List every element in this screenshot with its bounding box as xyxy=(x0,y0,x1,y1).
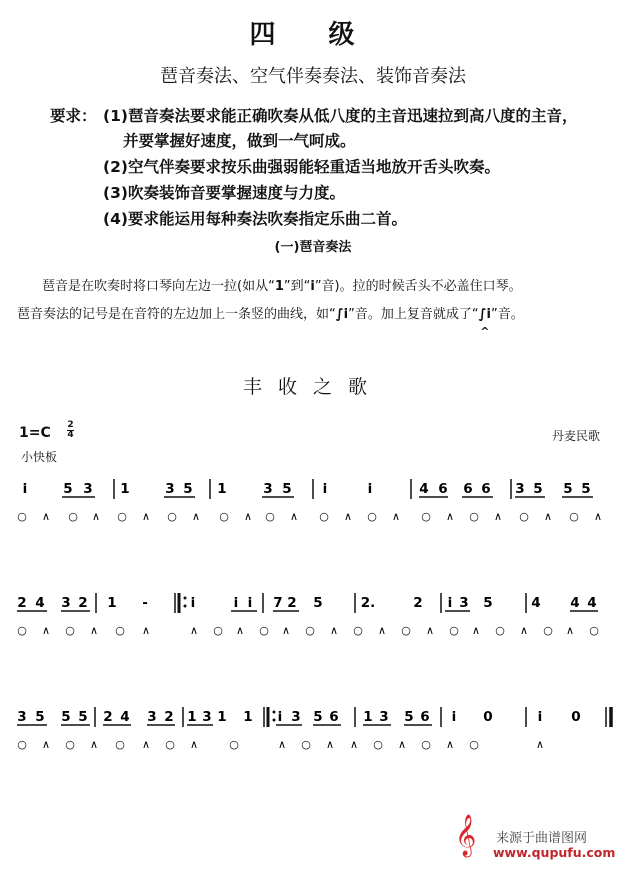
note-3-7: 3 xyxy=(147,709,157,725)
para2-double-note: ∫i xyxy=(478,307,492,322)
note-2-5: 1 xyxy=(107,595,117,611)
accent-mark: ∧ xyxy=(41,738,51,751)
note-2-8: i xyxy=(233,595,239,611)
accent-mark: ∧ xyxy=(141,510,151,523)
note-2-20: 4 xyxy=(587,595,597,611)
note-2-16: 3 xyxy=(459,595,469,611)
para2-text-c: ”音。加上复音就成了“ xyxy=(348,307,479,322)
note-1-4: 1 xyxy=(120,481,130,497)
accent-mark: ∧ xyxy=(235,624,245,637)
blow-mark: ○ xyxy=(305,624,315,637)
blow-mark: ○ xyxy=(68,510,78,523)
accent-mark: ∧ xyxy=(281,624,291,637)
note-2-2: 4 xyxy=(35,595,45,611)
note-3-17: 1 xyxy=(363,709,373,725)
note-3-14: 3 xyxy=(291,709,301,725)
accent-mark: ∧ xyxy=(397,738,407,751)
blow-mark: ○ xyxy=(115,624,125,637)
accent-mark: ∧ xyxy=(519,624,529,637)
blow-mark: ○ xyxy=(469,510,479,523)
accent-mark: ∧ xyxy=(493,510,503,523)
note-3-3: 5 xyxy=(61,709,71,725)
blow-mark: ○ xyxy=(65,738,75,751)
blow-mark: ○ xyxy=(589,624,599,637)
blow-mark: ○ xyxy=(421,738,431,751)
key-signature: 1=C xyxy=(19,425,51,441)
para2-text-e: ”音。 xyxy=(491,307,524,322)
note-3-24: 0 xyxy=(571,709,581,725)
note-1-17: 5 xyxy=(533,481,543,497)
note-3-1: 3 xyxy=(17,709,27,725)
note-3-23: i xyxy=(537,709,543,725)
blow-mark: ○ xyxy=(17,510,27,523)
note-1-14: 6 xyxy=(463,481,473,497)
requirement-item-1-cont: 并要掌握好速度，做到一气呵成。 xyxy=(123,132,356,150)
blow-mark: ○ xyxy=(373,738,383,751)
blow-mark: ○ xyxy=(17,738,27,751)
note-1-18: 5 xyxy=(563,481,573,497)
repeat-dot xyxy=(184,605,187,608)
requirement-item-4: (4)要求能运用每种奏法吹奏指定乐曲二首。 xyxy=(103,210,407,228)
accent-mark: ∧ xyxy=(189,624,199,637)
note-2-13: 2. xyxy=(360,595,376,611)
note-2-11: 2 xyxy=(287,595,297,611)
note-2-17: 5 xyxy=(483,595,493,611)
accent-mark: ∧ xyxy=(543,510,553,523)
blow-mark: ○ xyxy=(17,624,27,637)
repeat-dot xyxy=(273,719,276,722)
note-2-18: 4 xyxy=(531,595,541,611)
blow-mark: ○ xyxy=(213,624,223,637)
note-3-9: 1 xyxy=(187,709,197,725)
watermark-text: 来源于曲谱图网 xyxy=(496,831,588,846)
note-2-1: 2 xyxy=(17,595,27,611)
note-3-20: 6 xyxy=(420,709,430,725)
accent-mark: ∧ xyxy=(289,510,299,523)
accent-mark: ∧ xyxy=(593,510,603,523)
note-1-12: 4 xyxy=(419,481,429,497)
note-1-2: 5 xyxy=(63,481,73,497)
blow-mark: ○ xyxy=(469,738,479,751)
para1-text-c: ”到“ xyxy=(283,279,311,294)
composer-credit: 丹麦民歌 xyxy=(552,429,601,443)
blow-mark: ○ xyxy=(543,624,553,637)
note-1-3: 3 xyxy=(83,481,93,497)
page-subtitle: 琶音奏法、空气伴奏奏法、装饰音奏法 xyxy=(160,66,466,87)
section-heading: (一)琶音奏法 xyxy=(274,240,352,255)
blow-mark: ○ xyxy=(265,510,275,523)
note-1-10: i xyxy=(322,481,328,497)
time-signature-bottom: 4 xyxy=(67,430,74,440)
accent-mark: ∧ xyxy=(349,738,359,751)
accent-mark: ∧ xyxy=(89,738,99,751)
time-signature-top: 2 xyxy=(67,420,74,430)
note-3-13: i xyxy=(277,709,283,725)
requirement-item-1: (1)琶音奏法要求能正确吹奏从低八度的主音迅速拉到高八度的主音， xyxy=(103,107,578,125)
caret-mark: ^ xyxy=(480,325,490,338)
note-3-19: 5 xyxy=(404,709,414,725)
note-1-13: 6 xyxy=(438,481,448,497)
note-1-16: 3 xyxy=(515,481,525,497)
note-3-10: 3 xyxy=(202,709,212,725)
accent-mark: ∧ xyxy=(41,510,51,523)
requirement-item-3: (3)吹奏装饰音要掌握速度与力度。 xyxy=(103,184,345,202)
note-2-6: - xyxy=(142,595,148,611)
note-1-19: 5 xyxy=(581,481,591,497)
note-2-4: 2 xyxy=(78,595,88,611)
blow-mark: ○ xyxy=(229,738,239,751)
para2-text-a: 琶音奏法的记号是在音符的左边加上一条竖的曲线，如“ xyxy=(17,307,336,322)
blow-mark: ○ xyxy=(219,510,229,523)
blow-mark: ○ xyxy=(167,510,177,523)
blow-mark: ○ xyxy=(569,510,579,523)
accent-mark: ∧ xyxy=(377,624,387,637)
accent-mark: ∧ xyxy=(277,738,287,751)
page-title: 四 级 xyxy=(249,20,377,50)
song-title: 丰收之歌 xyxy=(242,376,383,398)
note-3-15: 5 xyxy=(313,709,323,725)
accent-mark: ∧ xyxy=(141,624,151,637)
note-2-10: 7 xyxy=(273,595,283,611)
note-2-19: 4 xyxy=(570,595,580,611)
blow-mark: ○ xyxy=(165,738,175,751)
treble-clef-icon: 𝄞 xyxy=(455,815,477,856)
accent-mark: ∧ xyxy=(445,510,455,523)
accent-mark: ∧ xyxy=(343,510,353,523)
accent-mark: ∧ xyxy=(329,624,339,637)
note-2-7: i xyxy=(190,595,196,611)
note-2-12: 5 xyxy=(313,595,323,611)
blow-mark: ○ xyxy=(319,510,329,523)
blow-mark: ○ xyxy=(353,624,363,637)
accent-mark: ∧ xyxy=(535,738,545,751)
blow-mark: ○ xyxy=(401,624,411,637)
tempo-marking: 小快板 xyxy=(21,450,58,464)
blow-mark: ○ xyxy=(115,738,125,751)
blow-mark: ○ xyxy=(65,624,75,637)
accent-mark: ∧ xyxy=(91,510,101,523)
note-2-3: 3 xyxy=(61,595,71,611)
accent-mark: ∧ xyxy=(243,510,253,523)
para1-note-high: i xyxy=(310,279,315,294)
blow-mark: ○ xyxy=(449,624,459,637)
accent-mark: ∧ xyxy=(41,624,51,637)
note-2-15: i xyxy=(447,595,453,611)
note-3-22: 0 xyxy=(483,709,493,725)
note-3-12: 1 xyxy=(243,709,253,725)
accent-mark: ∧ xyxy=(391,510,401,523)
note-3-2: 5 xyxy=(35,709,45,725)
blow-mark: ○ xyxy=(519,510,529,523)
note-1-6: 5 xyxy=(183,481,193,497)
note-3-16: 6 xyxy=(329,709,339,725)
note-3-21: i xyxy=(451,709,457,725)
blow-mark: ○ xyxy=(495,624,505,637)
note-1-9: 5 xyxy=(282,481,292,497)
note-3-11: 1 xyxy=(217,709,227,725)
blow-mark: ○ xyxy=(421,510,431,523)
note-1-1: i xyxy=(22,481,28,497)
accent-mark: ∧ xyxy=(565,624,575,637)
blow-mark: ○ xyxy=(301,738,311,751)
note-1-5: 3 xyxy=(165,481,175,497)
para1-text-e: ”音)。拉的时候舌头不必盖住口琴。 xyxy=(314,279,522,294)
note-3-4: 5 xyxy=(78,709,88,725)
note-3-18: 3 xyxy=(379,709,389,725)
requirements-label: 要求： xyxy=(50,107,97,125)
note-3-8: 2 xyxy=(164,709,174,725)
watermark-url: www.qupufu.com xyxy=(493,845,616,860)
accent-mark: ∧ xyxy=(471,624,481,637)
note-1-8: 3 xyxy=(263,481,273,497)
blow-mark: ○ xyxy=(367,510,377,523)
note-3-5: 2 xyxy=(103,709,113,725)
para2-arpeggio-symbol: ∫i xyxy=(335,307,349,322)
requirement-item-2: (2)空气伴奏要求按乐曲强弱能轻重适当地放开舌头吹奏。 xyxy=(103,158,500,176)
para1-note-low: 1 xyxy=(274,279,284,294)
accent-mark: ∧ xyxy=(325,738,335,751)
note-1-15: 6 xyxy=(481,481,491,497)
para1-text-a: 琶音是在吹奏时将口琴向左边一拉(如从“ xyxy=(42,279,275,294)
repeat-dot xyxy=(273,711,276,714)
note-2-14: 2 xyxy=(413,595,423,611)
accent-mark: ∧ xyxy=(189,738,199,751)
accent-mark: ∧ xyxy=(425,624,435,637)
accent-mark: ∧ xyxy=(89,624,99,637)
repeat-dot xyxy=(184,597,187,600)
note-2-9: i xyxy=(247,595,253,611)
blow-mark: ○ xyxy=(259,624,269,637)
blow-mark: ○ xyxy=(117,510,127,523)
accent-mark: ∧ xyxy=(445,738,455,751)
note-1-11: i xyxy=(367,481,373,497)
note-1-7: 1 xyxy=(217,481,227,497)
accent-mark: ∧ xyxy=(191,510,201,523)
note-3-6: 4 xyxy=(120,709,130,725)
accent-mark: ∧ xyxy=(141,738,151,751)
